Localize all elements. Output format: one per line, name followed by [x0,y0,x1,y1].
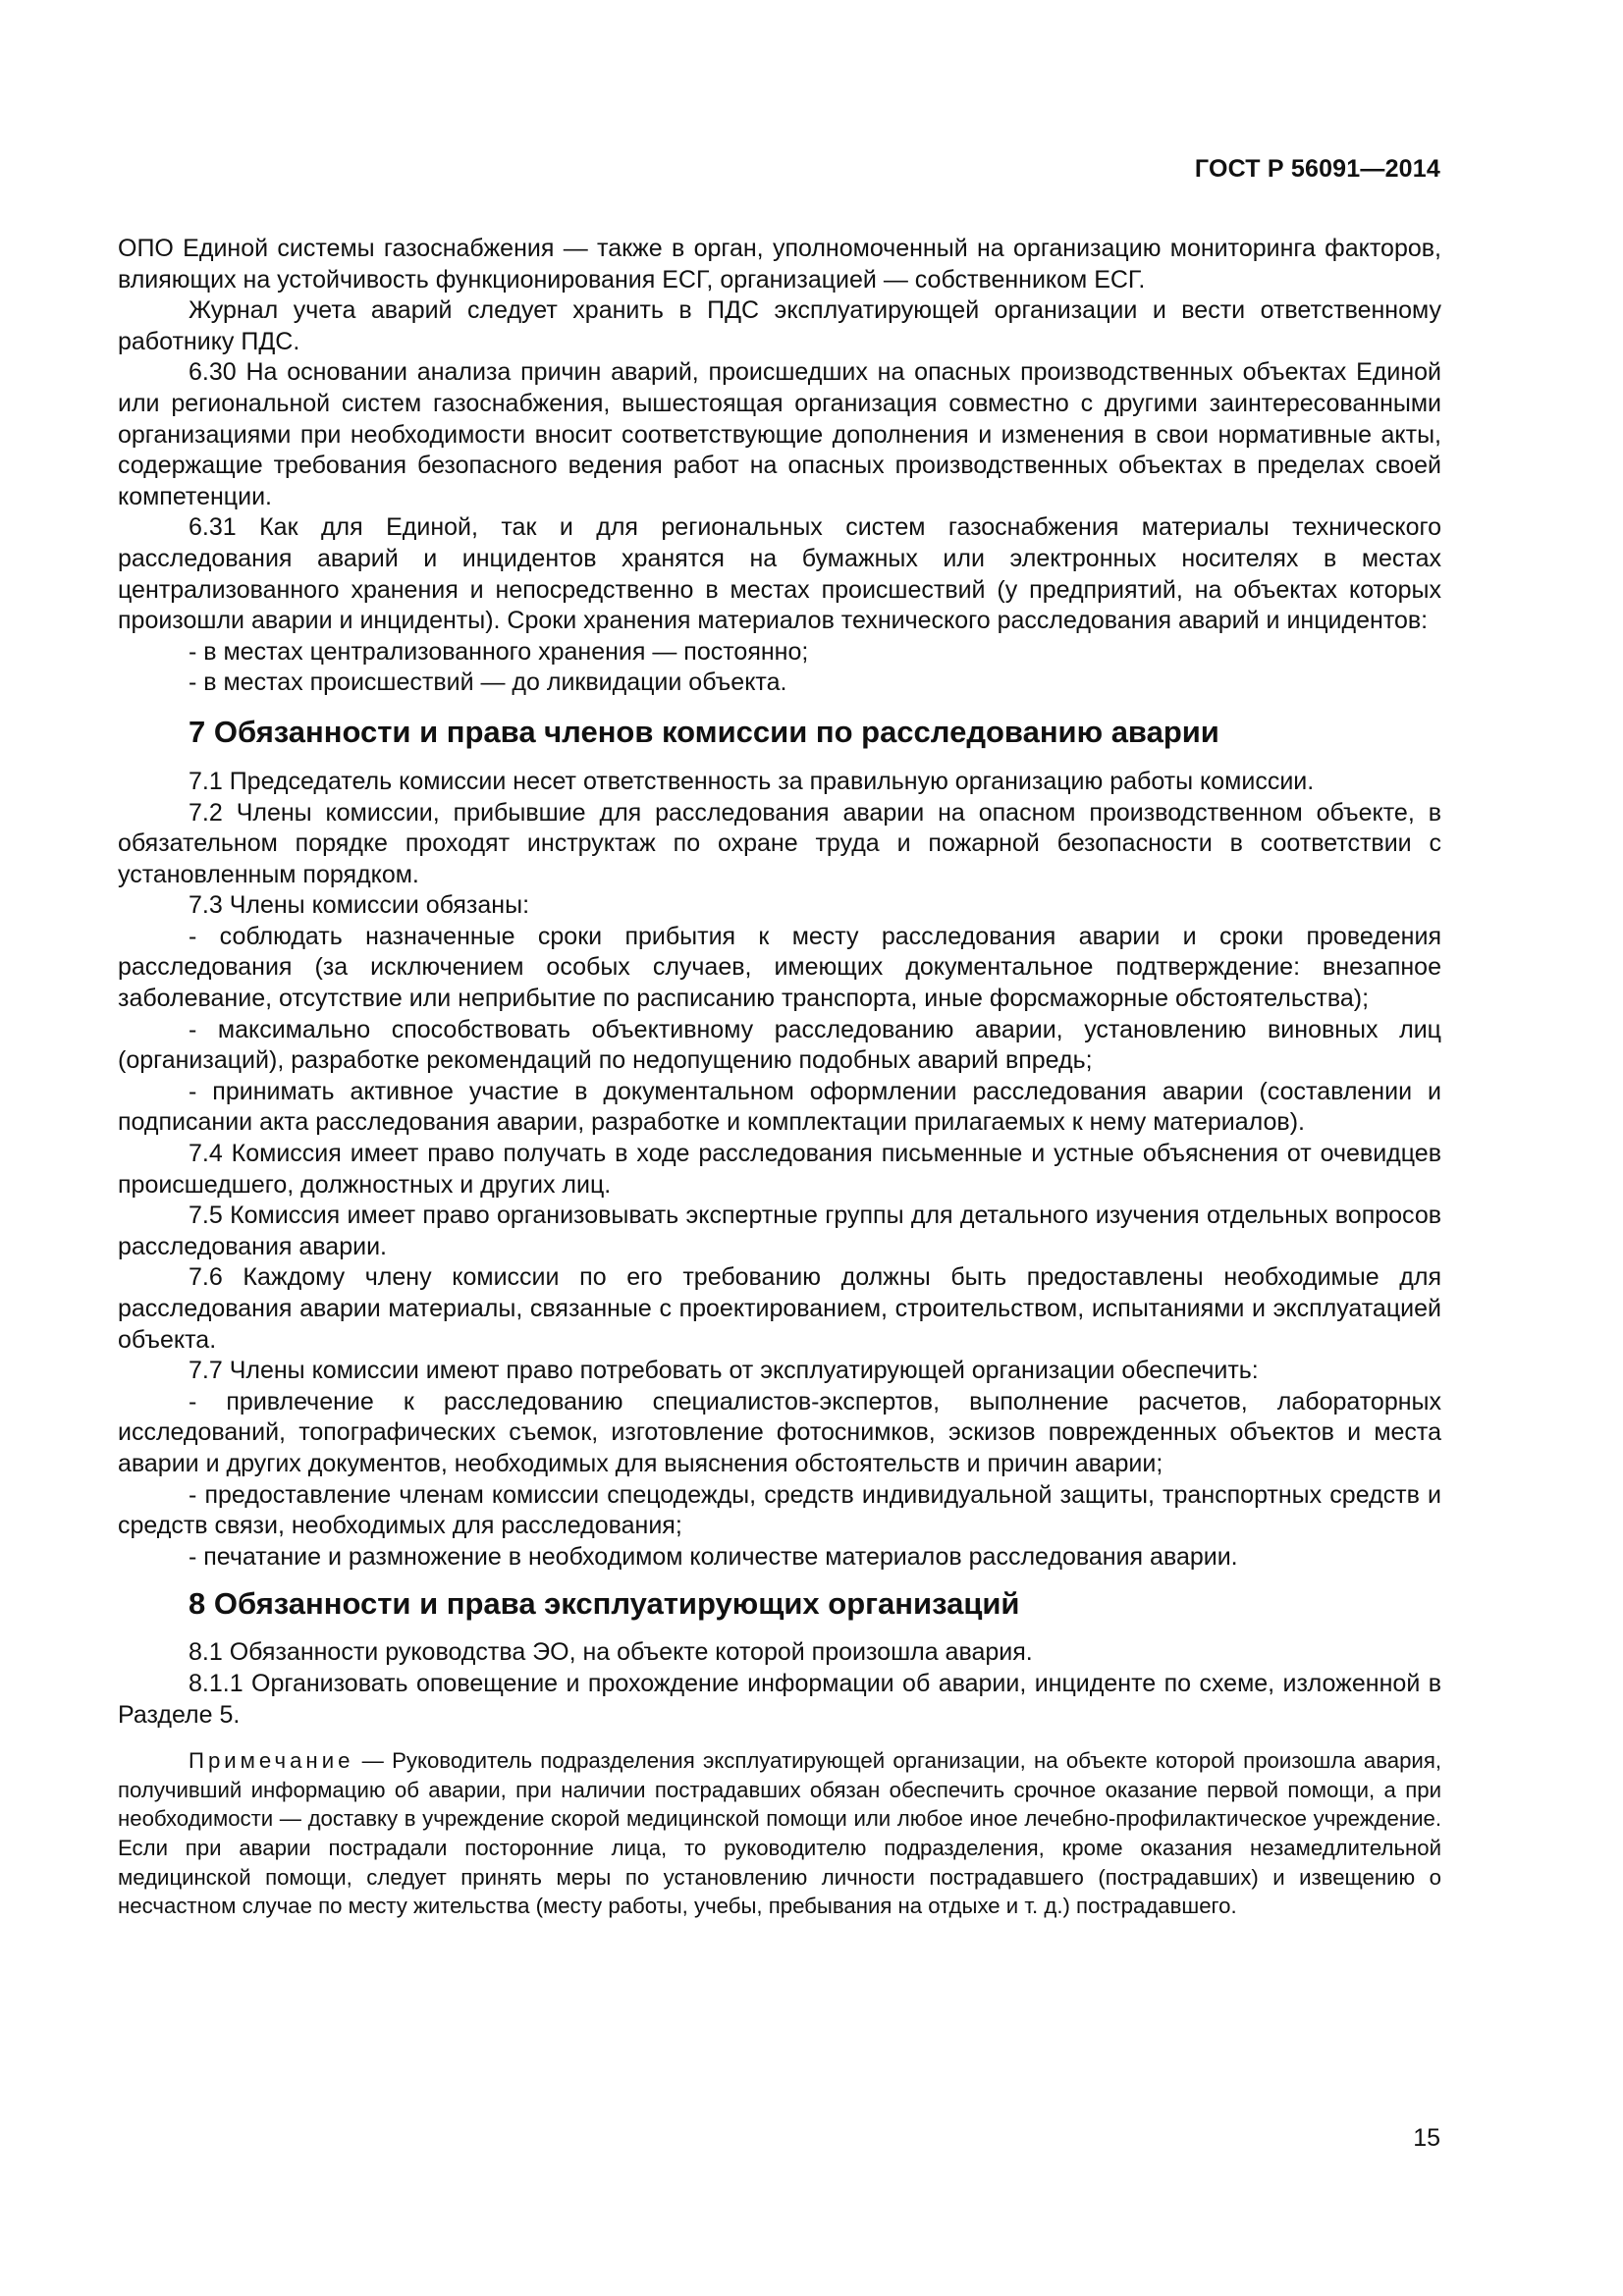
paragraph-continuation: ОПО Единой системы газоснабжения — также в орган, уполномоченный на организацию мониторинга факторов, влияющих на устойчивость функционирования ЕСГ, организацией — собственником ЕСГ. [118,235,1441,294]
clause-7-7: 7.7 Члены комиссии имеют право потребовать от эксплуатирующей организации обеспечить: [189,1357,1259,1385]
list-item-printing: - печатание и размножение в необходимом количестве материалов расследования аварии. [189,1542,1238,1571]
page-body [118,234,1441,1921]
clause-7-5: 7.5 Комиссия имеет право организовывать экспертные группы для детального изучения отдельных вопросов расследования аварии. [118,1201,1441,1260]
clause-7-2: 7.2 Члены комиссии, прибывшие для расследования аварии на опасном производственном объекте, в обязательном порядке проходят инструктаж по охране труда и пожарной безопасности в соответствии с установленным порядком. [118,798,1441,888]
page-number: 15 [1413,2124,1440,2152]
list-item-deadlines: - соблюдать назначенные сроки прибытия к месту расследования аварии и сроки проведения расследования (за исключением особых случаев, имеющих документальное подтверждение: внезапное заболевание, отсутствие или неприбытие по расписанию транспорта, иные форсмажорные обстоятельства); [118,922,1441,1013]
list-item-experts: - привлечение к расследованию специалистов-экспертов, выполнение расчетов, лабораторных исследований, топографических съемок, изготовление фотоснимков, эскизов поврежденных объектов и места аварии и других документов, необходимых для выяснения обстоятельств и причин аварии; [118,1387,1441,1477]
clause-7-4: 7.4 Комиссия имеет право получать в ходе расследования письменные и устные объяснения от очевидцев происшедшего, должностных и других лиц. [118,1140,1441,1199]
clause-7-1: 7.1 Председатель комиссии несет ответственность за правильную организацию работы комиссии. [189,767,1315,795]
list-item-objective-investigation: - максимально способствовать объективному расследованию аварии, установлению виновных лиц (организаций), разработке рекомендаций по недопущению подобных аварий впредь; [118,1015,1441,1075]
clause-8-1-1: 8.1.1 Организовать оповещение и прохождение информации об аварии, инциденте по схеме, изложенной в Разделе 5. [118,1669,1441,1729]
paragraph-journal: Журнал учета аварий следует хранить в ПДС эксплуатирующей организации и вести ответственному работнику ПДС. [118,296,1441,355]
section-7-heading: 7 Обязанности и права членов комиссии по расследованию аварии [189,714,1219,749]
note-paragraph [118,1746,1441,1921]
standard-header: ГОСТ Р 56091—2014 [1194,155,1440,183]
clause-6-31: 6.31 Как для Единой, так и для региональных систем газоснабжения материалы технического расследования аварий и инцидентов хранятся на бумажных или электронных носителях в местах централизованного хранения и непосредственно в местах происшествий (у предприятий, на объектах которых произошли аварии и инциденты). Сроки хранения материалов технического расследования аварий и инцидентов: [118,513,1441,635]
note-block [118,1746,1441,1921]
list-item-storage-site: - в местах происшествий — до ликвидации объекта. [189,668,787,697]
clause-7-3: 7.3 Члены комиссии обязаны: [189,891,530,920]
clause-7-6: 7.6 Каждому члену комиссии по его требованию должны быть предоставлены необходимые для расследования аварии материалы, связанные с проектированием, строительством, испытаниями и эксплуатацией объекта. [118,1263,1441,1354]
list-item-documentation: - принимать активное участие в документальном оформлении расследования аварии (составлении и подписании акта расследования аварии, разработке и комплектации прилагаемых к нему материалов). [118,1077,1441,1137]
list-item-storage-central: - в местах централизованного хранения — постоянно; [189,637,809,666]
section-8-heading: 8 Обязанности и права эксплуатирующих организаций [189,1586,1020,1622]
note-text: — Руководитель подразделения эксплуатирующей организации, на объекте которой произошла авария, получивший информацию об аварии, при наличии пострадавших обязан обеспечить срочное оказание первой помощи, а при необходимости — доставку в учреждение скорой медицинской помощи или любое иное лечебно-профилактическое учреждение. Если при аварии пострадали посторонние лица, то руководителю подразделения, кроме оказания незамедлительной медицинской помощи, следует принять меры по установлению личности пострадавшего (пострадавших) и извещению о несчастном случае по месту жительства (месту работы, учебы, пребывания на отдыхе и т. д.) пострадавшего. [118,1748,1441,1919]
list-item-equipment: - предоставление членам комиссии спецодежды, средств индивидуальной защиты, транспортных средств и средств связи, необходимых для расследования; [118,1480,1441,1540]
clause-8-1: 8.1 Обязанности руководства ЭО, на объекте которой произошла авария. [189,1638,1033,1667]
note-label: Примечание [189,1748,354,1774]
clause-6-30: 6.30 На основании анализа причин аварий, происшедших на опасных производственных объектах Единой или региональной систем газоснабжения, вышестоящая организация совместно с другими заинтересованными организациями при необходимости вносит соответствующие дополнения и изменения в свои нормативные акты, содержащие требования безопасного ведения работ на опасных производственных объектах в пределах своей компетенции. [118,358,1441,510]
